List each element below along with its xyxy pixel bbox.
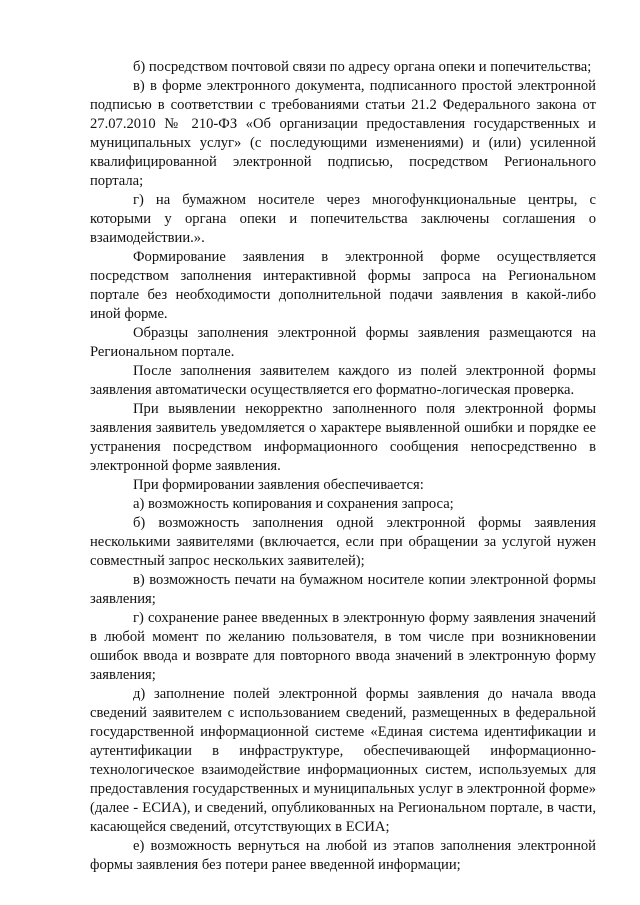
list-item-e-return-to-step: е) возможность вернуться на любой из этапов заполнения электронной формы заявления без потери ранее введенной информации; (90, 838, 596, 873)
paragraph-form-samples: Образцы заполнения электронной формы заявления размещаются на Региональном портале. (90, 325, 596, 360)
list-item-g-save-values: г) сохранение ранее введенных в электронную форму заявления значений в любой момент по желанию пользователя, в том числе при возникновении ошибок ввода и возврате для повторного ввода значений в электронную форму заявления; (90, 610, 596, 683)
paragraph-form-creation: Формирование заявления в электронной форме осуществляется посредством заполнения интерактивной формы запроса на Региональном портале без необходимости дополнительной подачи заявления в какой-либо иной форме. (90, 249, 596, 322)
paragraph-g-paper-mfc: г) на бумажном носителе через многофункциональные центры, с которыми у органа опеки и попечительства заключены соглашения о взаимодействии.». (90, 192, 596, 246)
paragraph-provisions-heading: При формировании заявления обеспечивается: (133, 477, 424, 493)
list-item-a-copy-save: а) возможность копирования и сохранения запроса; (133, 496, 454, 512)
list-item-v-print: в) возможность печати на бумажном носителе копии электронной формы заявления; (90, 572, 596, 607)
paragraph-b-postal: б) посредством почтовой связи по адресу органа опеки и попечительства; (133, 59, 592, 75)
list-item-b-multiple-applicants: б) возможность заполнения одной электронной формы заявления несколькими заявителями (включается, если при обращении за услугой нужен совместный запрос нескольких заявителей); (90, 515, 596, 569)
paragraph-v-electronic-document: в) в форме электронного документа, подписанного простой электронной подписью в соответствии с требованиями статьи 21.2 Федерального закона от 27.07.2010 № 210-ФЗ «Об организации предоставления государственных и муниципальных услуг» (с последующими изменениями) и (или) усиленной квалифицированной электронной подписью, посредством Регионального портала; (90, 78, 596, 189)
paragraph-error-notification: При выявлении некорректно заполненного поля электронной формы заявления заявитель уведомляется о характере выявленной ошибки и порядке ее устранения посредством информационного сообщения непосредственно в электронной форме заявления. (90, 401, 596, 474)
paragraph-format-check: После заполнения заявителем каждого из полей электронной формы заявления автоматически осуществляется его форматно-логическая проверка. (90, 363, 596, 398)
document-page (90, 58, 596, 875)
list-item-d-prefill-esia: д) заполнение полей электронной формы заявления до начала ввода сведений заявителем с использованием сведений, размещенных в федеральной государственной информационной системе «Единая система идентификации и аутентификации в инфраструктуре, обеспечивающей информационно-технологическое взаимодействие информационных систем, используемых для предоставления государственных и муниципальных услуг в электронной форме» (далее - ЕСИА), и сведений, опубликованных на Региональном портале, в части, касающейся сведений, отсутствующих в ЕСИА; (90, 686, 596, 835)
